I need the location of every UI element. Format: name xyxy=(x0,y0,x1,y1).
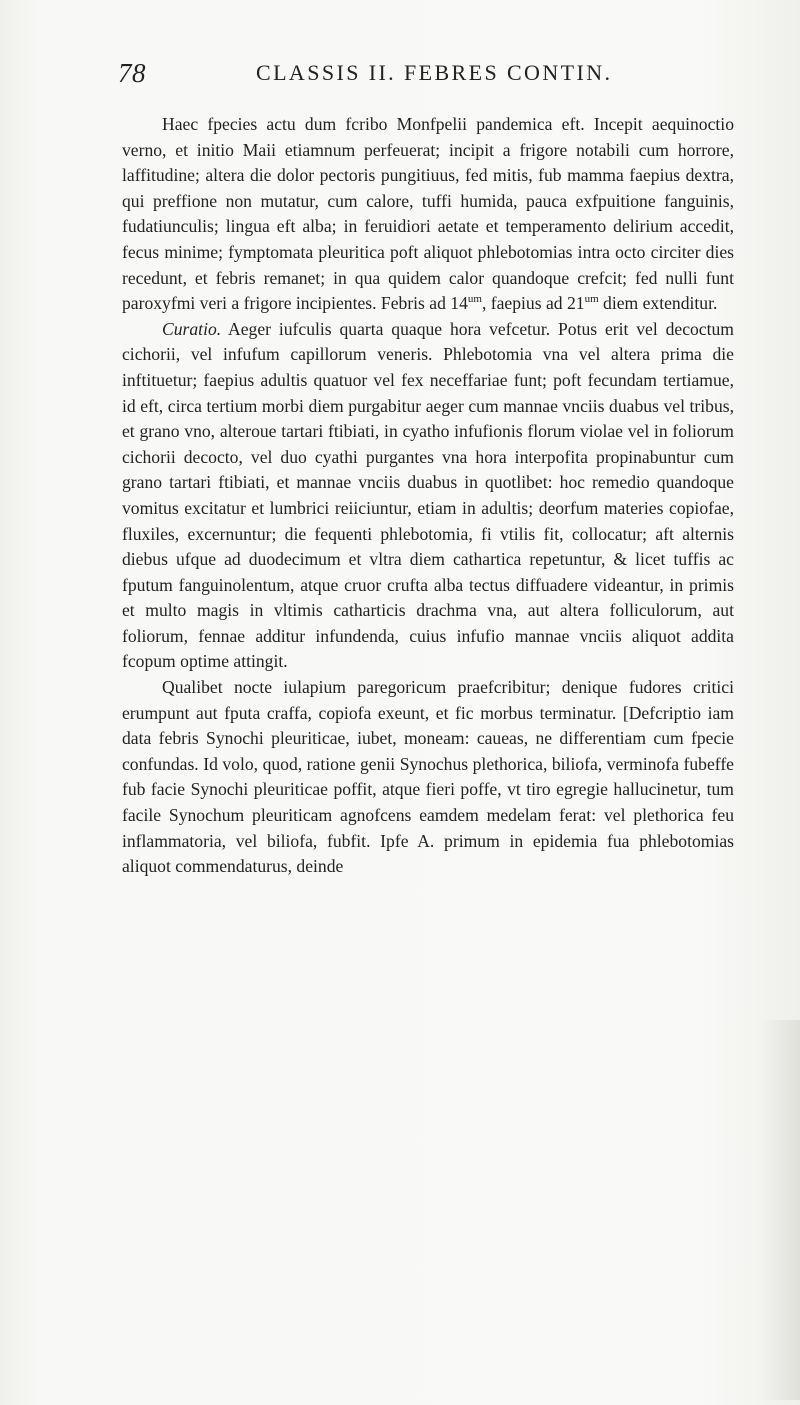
page-edge-shadow xyxy=(760,1020,800,1400)
ordinal-suffix-1: um xyxy=(467,293,482,306)
curatio-label: Curatio. xyxy=(162,318,222,339)
paragraph-description-end: diem extenditur. xyxy=(598,293,718,314)
paragraph-description-mid: , faepius ad 21 xyxy=(481,293,585,314)
page-header xyxy=(118,58,738,98)
paragraph-curatio xyxy=(122,317,734,675)
paragraph-conclusion: Qualibet nocte iulapium paregoricum praefcribitur; denique fudores critici erumpunt aut fputa craffa, copiofa exeunt, et fic morbus terminatur. [Defcriptio iam data febris Synochi pleuriticae, iubet, moneam: caueas, ne differentiam cum fpecie confundas. Id volo, quod, ratione genii Synochus plethorica, biliofa, verminofa fubeffe fub facie Synochi pleuriticae poffit, atque fieri poffe, vt tiro egregie hallucinetur, tum facile Synochum pleuriticam agnofcens eamdem medelam ferat: vel plethorica feu inflammatoria, vel biliofa, fubfit. Ipfe A. primum in epidemia fua phlebotomias aliquot commendaturus, deinde xyxy=(122,677,734,877)
ordinal-suffix-2: um xyxy=(584,293,599,306)
page-number: 78 xyxy=(118,58,146,88)
paragraph-curatio-text: Aeger iufculis quarta quaque hora vefcetur. Potus erit vel decoctum cichorii, vel infufum capillorum veneris. Phlebotomia vna vel altera prima die inftituetur; faepius adultis quatuor vel fex neceffariae funt; poft fecundam tertiamue, id eft, circa tertium morbi diem purgabitur aeger cum mannae vnciis duabus vel tribus, et grano vno, alteroue tartari ftibiati, in cyatho infufionis florum violae vel in foliorum cichorii decocto, vel duo cyathi purgantes vna hora interpofita propinabuntur cum grano tartari ftibiati, et mannae vnciis duabus in quotlibet: hoc remedio quandoque vomitus excitatur et lumbrici reiiciuntur, etiam in adultis; deorfum materies copiofae, fluxiles, excernuntur; die fequenti phlebotomia, fi vtilis fit, collocatur; aft alternis diebus ufque ad duodecimum et vltra diem cathartica repetuntur, & licet tuffis ac fputum fanguinolentum, atque cruor crufta alba tectus diffuadere videantur, in primis et multo magis in vltimis catharticis drachma vna, aut altera folliculorum, aut foliorum, fennae additur infundenda, cuius infufio mannae vnciis aliquot addita fcopum optime attingit. xyxy=(122,318,734,672)
running-head: CLASSIS II. FEBRES CONTIN. xyxy=(256,60,613,85)
body-text xyxy=(122,112,734,880)
paragraph-description-text: Haec fpecies actu dum fcribo Monfpelii pandemica eft. Incepit aequinoctio verno, et initio Maii etiamnum perfeuerat; incipit a frigore notabili cum horrore, laffitudine; altera die dolor pectoris pungitiuus, fed mitis, fub mamma faepius dextra, qui preffione non mutatur, cum calore, tuffi humida, pauca exfpuitione fanguinis, fudatiunculis; lingua eft alba; in feruidiori aetate et temperamento delirium accedit, fecus minime; fymptomata pleuritica poft aliquot phlebotomias intra octo circiter dies recedunt, et febris remanet; in qua quidem calor quandoque crefcit; fed nulli funt paroxyfmi veri a frigore incipientes. Febris ad 14 xyxy=(122,114,734,314)
paragraph-description xyxy=(122,112,734,317)
